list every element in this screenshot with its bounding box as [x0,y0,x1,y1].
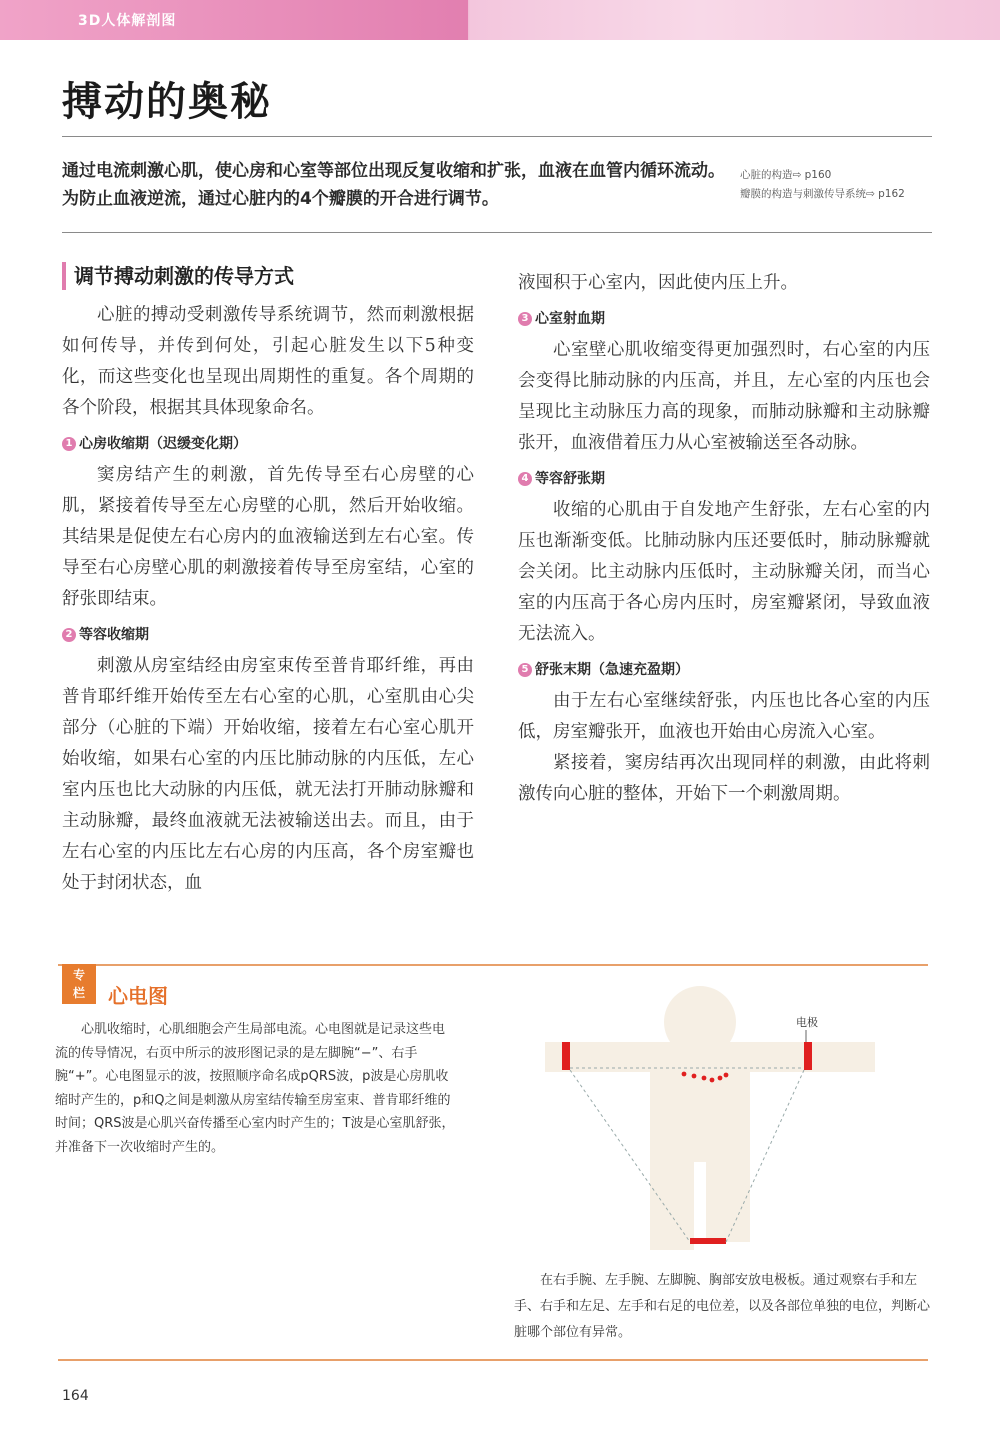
figure-leg-left [706,1150,750,1242]
left-column [62,258,474,899]
electrode-left-wrist [804,1042,812,1070]
header-tab [0,0,468,40]
electrode-figure [500,980,930,1260]
chest-electrode [702,1076,707,1081]
stage-text: 收缩的心肌由于自发地产生舒张，左右心室的内压也渐渐变低。比肺动脉内压还要低时，肺动脉瓣就会关闭。比主动脉内压低时，主动脉瓣关闭，而当心室的内压高于各心房内压时，房室瓣紧闭，导致血液无法流入。 [518,500,930,644]
number-badge: 1 [62,437,76,451]
stage-title: 心房收缩期（迟缓变化期） [79,436,247,452]
stage-title: 舒张末期（急速充盈期） [535,662,689,678]
chest-electrode [718,1076,723,1081]
number-badge: 2 [62,628,76,642]
ecg-text: 心肌收缩时，心肌细胞会产生局部电流。心电图就是记录这些电流的传导情况，右页中所示的波形图记录的是左脚腕“−”、右手腕“+”。心电图显示的波，按照顺序命名成pQRS波，p波是心房肌收缩时产生的，p和Q之间是刺激从房室结传输至房室束、普肯耶纤维的时间；QRS波是心肌兴奋传播至心室内时产生的；T波是心室肌舒张，并准备下一次收缩时产生的。 [55,1022,455,1155]
stage-text: 窦房结产生的刺激，首先传导至右心房壁的心肌，紧接着传导至左心房壁的心肌，然后开始收缩。其结果是促使左右心房内的血液输送到左右心室。传导至右心房壁心肌的刺激接着传导至房室结，心室的舒张即结束。 [62,465,474,609]
chest-electrode [692,1074,697,1079]
column-badge: 专 栏 [62,964,96,1004]
chest-electrode [710,1078,715,1083]
figure-torso [650,1042,750,1162]
stage-text-continued: 液囤积于心室内，因此使内压上升。 [518,273,798,293]
intro-divider [62,232,932,233]
column-bottom-divider [58,1359,928,1361]
section-title: 调节搏动刺激的传导方式 [62,258,474,294]
column-top-divider [58,964,928,966]
reference-link[interactable]: 瓣膜的构造与刺激传导系统⇨ p162 [740,188,905,200]
stage-heading [518,467,930,491]
header-bar [0,0,1000,40]
stage-heading [62,623,474,647]
reference-links [740,166,905,204]
number-badge: 4 [518,472,532,486]
number-badge: 5 [518,663,532,677]
reference-link[interactable]: 心脏的构造⇨ p160 [740,169,832,181]
page-number: 164 [62,1388,89,1404]
electrode-ankle [690,1238,726,1244]
stage-heading [518,307,930,331]
stage-title: 等容收缩期 [79,627,149,643]
stage-heading [518,658,930,682]
number-badge: 3 [518,312,532,326]
header-label: 3D人体解剖图 [78,13,177,29]
intro-text: 通过电流刺激心肌，使心房和心室等部位出现反复收缩和扩张，血液在血管内循环流动。为防止血液逆流，通过心脏内的4个瓣膜的开合进行调节。 [62,161,725,209]
title-divider [62,136,932,137]
figure-leg-right [650,1150,694,1250]
stage-text: 刺激从房室结经由房室束传至普肯耶纤维，再由普肯耶纤维开始传至左右心室的心肌，心室肌由心尖部分（心脏的下端）开始收缩，接着左右心室心肌开始收缩，如果右心室的内压比肺动脉的内压低，左心室内压也比大动脉的内压低，就无法打开肺动脉瓣和主动脉瓣，最终血液就无法被输送出去。而且，由于左右心室的内压比左右心房的内压高，各个房室瓣也处于封闭状态，血 [62,656,474,893]
stage-title: 等容舒张期 [535,471,605,487]
column-title: 心电图 [108,984,168,1008]
stage-title: 心室射血期 [535,311,605,327]
chest-electrode [682,1072,687,1077]
closing-text: 紧接着，窦房结再次出现同样的刺激，由此将刺激传向心脏的整体，开始下一个刺激周期。 [518,753,930,804]
stage-heading [62,432,474,456]
electrode-right-wrist [562,1042,570,1070]
page-title: 搏动的奥秘 [62,79,272,125]
chest-electrode [724,1073,729,1078]
right-column [518,268,930,810]
section-intro: 心脏的搏动受刺激传导系统调节，然而刺激根据如何传导，并传到何处，引起心脏发生以下5种变化，而这些变化也呈现出周期性的重复。各个周期的各个阶段，根据其具体现象命名。 [62,305,474,418]
figure-caption: 在右手腕、左手腕、左脚腕、胸部安放电极板。通过观察右手和左手、右手和左足、左手和右足的电位差，以及各部位单独的电位，判断心脏哪个部位有异常。 [514,1273,931,1340]
electrode-label: 电极 [796,1016,818,1029]
stage-text: 心室壁心肌收缩变得更加强烈时，右心室的内压会变得比肺动脉的内压高，并且，左心室的内压也会呈现比主动脉压力高的现象，而肺动脉瓣和主动脉瓣张开，血液借着压力从心室被输送至各动脉。 [518,340,930,453]
stage-text: 由于左右心室继续舒张，内压也比各心室的内压低，房室瓣张开，血液也开始由心房流入心室。 [518,691,930,742]
